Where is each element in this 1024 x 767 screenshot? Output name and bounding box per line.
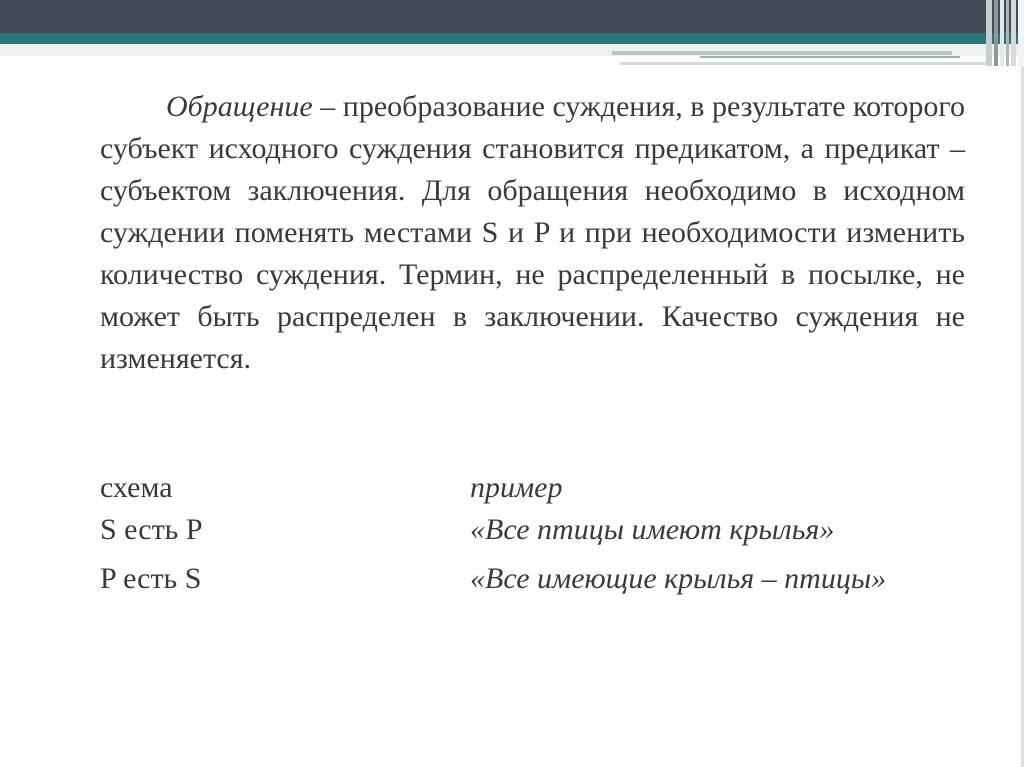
corner-stripe <box>1006 0 1009 66</box>
definition-text: – преобразование суждения, в результате которого субъект исходного суждения становится предикатом, а предикат – субъектом заключения. Для обращения необходимо в исходном суждении поменять местами S и P и при необходимости изменить количество суждения. Термин, не распределенный в посылке, не может быть распределен в заключении. Качество суждения не изменяется. <box>100 90 965 375</box>
corner-stripe <box>1011 0 1016 66</box>
corner-stripe <box>1000 0 1004 66</box>
schema-cell: S есть P <box>100 513 203 546</box>
corner-stripe <box>1018 0 1024 66</box>
definition-term: Обращение <box>166 90 313 123</box>
corner-stripe <box>986 0 992 66</box>
header-dark-bar <box>0 0 1024 33</box>
header-accent-line <box>700 56 960 58</box>
example-header: пример <box>470 471 563 504</box>
definition-paragraph <box>100 86 965 380</box>
header-accent-line <box>620 62 990 65</box>
example-cell: «Все птицы имеют крылья» <box>470 513 835 546</box>
schema-header: схема <box>100 471 173 504</box>
corner-stripe <box>994 0 998 66</box>
header-accent-line <box>612 51 952 55</box>
example-cell: «Все имеющие крылья – птицы» <box>470 562 887 595</box>
header-teal-bar <box>0 33 1024 44</box>
schema-cell: P есть S <box>100 562 202 595</box>
